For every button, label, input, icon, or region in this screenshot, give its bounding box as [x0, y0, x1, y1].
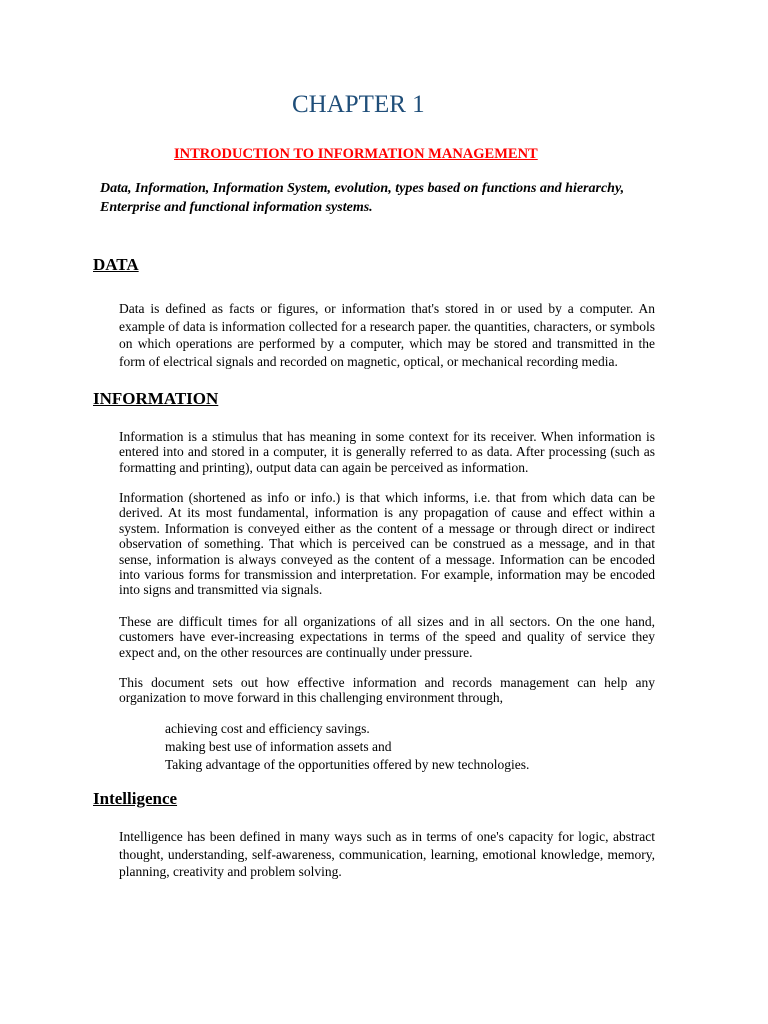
- list-item: Taking advantage of the opportunities offered by new technologies.: [165, 757, 530, 773]
- chapter-title: CHAPTER 1: [292, 91, 425, 118]
- intelligence-paragraph: Intelligence has been defined in many ways such as in terms of one's capacity for logic, abstract thought, understanding, self-awareness, communication, learning, emotional knowledge, memory, planning, creativity and problem solving.: [119, 829, 655, 880]
- information-paragraph-3: These are difficult times for all organizations of all sizes and in all sectors. On the one hand, customers have ever-increasing expectations in terms of the speed and quality of service they expect and, on the other resources are continually under pressure.: [119, 614, 655, 660]
- data-paragraph: Data is defined as facts or figures, or information that's stored in or used by a computer. An example of data is information collected for a research paper. the quantities, characters, or symbols on which operations are performed by a computer, which may be stored and transmitted in the form of electrical signals and recorded on magnetic, optical, or mechanical recording media.: [119, 301, 655, 369]
- information-paragraph-2: Information (shortened as info or info.) is that which informs, i.e. that from which data can be derived. At its most fundamental, information is any propagation of cause and effect within a system. Information is conveyed either as the content of a message or through direct or indirect observation of something. That which is perceived can be construed as a message, and in that sense, information is always conveyed as the content of a message. Information can be encoded into various forms for transmission and interpretation. For example, information may be encoded into signs and transmitted via signals.: [119, 490, 655, 598]
- chapter-subtitle: INTRODUCTION TO INFORMATION MANAGEMENT: [174, 146, 538, 162]
- section-heading-information: INFORMATION: [93, 389, 219, 408]
- information-paragraph-1: Information is a stimulus that has meaning in some context for its receiver. When information is entered into and stored in a computer, it is generally referred to as data. After processing (such as formatting and printing), output data can again be perceived as information.: [119, 429, 655, 475]
- section-heading-data: DATA: [93, 255, 139, 274]
- section-heading-intelligence: Intelligence: [93, 789, 178, 808]
- list-item: making best use of information assets and: [165, 739, 392, 755]
- benefits-list: [165, 720, 529, 775]
- list-item: achieving cost and efficiency savings.: [165, 721, 370, 736]
- information-paragraph-4: This document sets out how effective information and records management can help any organization to move forward in this challenging environment through,: [119, 675, 655, 706]
- chapter-summary: Data, Information, Information System, evolution, types based on functions and hierarchy, Enterprise and functional information systems.: [100, 181, 625, 215]
